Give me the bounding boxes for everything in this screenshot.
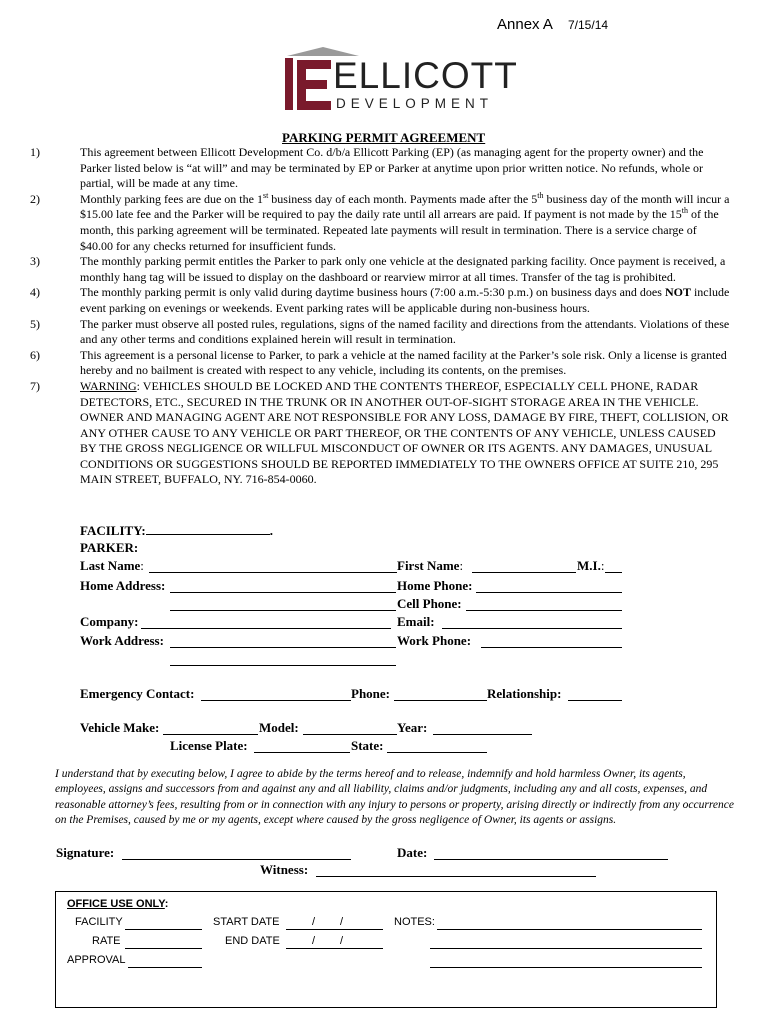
cell-phone-label: Cell Phone:	[397, 596, 462, 611]
term-number: 4)	[30, 285, 40, 300]
logo-company-name: ELLICOTT	[333, 55, 518, 96]
term-emphasis: NOT	[664, 285, 691, 300]
emergency-phone-label: Phone:	[351, 686, 390, 701]
last-name-field[interactable]	[149, 560, 397, 573]
release-disclaimer: I understand that by executing below, I agree to abide by the terms hereof and to release, indemnify and hold harmless Owner, its agents, employees, assigns and successors from and against any and all liability, claims and/or judgments, including any and all costs, expenses, and reasonable attorney’s fees, resulting from or in connection with any injury to persons or property, arising directly or indirectly from any occurrence on the Premises, caused by me or my agents, except where caused by the gross negligence of Owner, its agents or assigns.	[55, 768, 734, 827]
emergency-contact-field[interactable]	[201, 688, 351, 701]
notes-field-1[interactable]	[437, 918, 702, 930]
work-address-field[interactable]	[170, 635, 396, 648]
warning-label: WARNING	[80, 378, 137, 393]
term-5	[30, 317, 730, 348]
emergency-contact-label: Emergency Contact:	[80, 686, 195, 701]
mi-field[interactable]	[605, 560, 622, 573]
term-number: 5)	[30, 316, 40, 331]
date-field[interactable]	[434, 847, 668, 860]
start-date-field[interactable]	[286, 918, 383, 930]
last-name-label: Last Name:	[80, 558, 144, 573]
office-facility-label: FACILITY	[75, 916, 123, 928]
state-label: State:	[351, 738, 384, 753]
office-approval-label: APPROVAL	[67, 954, 126, 966]
notes-label: NOTES:	[394, 916, 435, 928]
office-approval-field[interactable]	[128, 956, 202, 968]
parker-heading: PARKER:	[80, 540, 139, 555]
model-field[interactable]	[303, 722, 397, 735]
ordinal-suffix: st	[262, 190, 269, 200]
term-4	[30, 285, 730, 316]
vehicle-make-field[interactable]	[163, 722, 258, 735]
end-date-label: END DATE	[225, 935, 280, 947]
company-label: Company:	[80, 614, 139, 629]
cell-phone-field[interactable]	[466, 598, 622, 611]
term-7	[30, 379, 730, 488]
home-address-label: Home Address:	[80, 578, 166, 593]
home-address-field-2[interactable]	[170, 598, 396, 611]
term-text: business day of each month. Payments made after the 5	[268, 191, 538, 206]
start-date-slash-1: /	[312, 916, 316, 928]
term-3	[30, 254, 730, 285]
end-date-field[interactable]	[286, 937, 383, 949]
start-date-slash-2: /	[340, 916, 344, 928]
office-rate-field[interactable]	[125, 937, 202, 949]
work-phone-label: Work Phone:	[397, 633, 472, 648]
ordinal-suffix: th	[681, 206, 689, 216]
term-number: 3)	[30, 254, 40, 269]
term-number: 1)	[30, 145, 40, 159]
page-title: PARKING PERMIT AGREEMENT	[282, 130, 486, 145]
vehicle-make-label: Vehicle Make:	[80, 720, 160, 735]
term-6	[30, 348, 730, 379]
facility-row	[80, 522, 273, 539]
home-phone-label: Home Phone:	[397, 578, 473, 593]
work-phone-field[interactable]	[481, 635, 622, 648]
first-name-label: First Name:	[397, 558, 464, 573]
term-text: : VEHICLES SHOULD BE LOCKED AND THE CONTENTS THEREOF, ESPECIALLY CELL PHONE, RADAR DETECTORS, ETC., SECURED IN THE TRUNK OR IN ANOTHER OUT-OF-SIGHT STORAGE AREA IN THE VEHICLE. OWNER AND MANAGING AGENT ARE NOT RESPONSIBLE FOR ANY LOSS, DAMAGE BY FIRE, THEFT, COLLISION, OR ANY OTHER CAUSE TO ANY VEHICLE OR PART THEREOF, OR THE CONTENTS OF ANY VEHICLE, UNLESS CAUSED BY THE GROSS NEGLIGENCE OR WILLFUL MISCONDUCT OF OWNER OR ITS AGENTS. ANY DAMAGES, UNUSUAL CONDITIONS OR SUGGESTIONS SHOULD BE REPORTED IMMEDIATELY TO THE OWNERS OFFICE AT SUITE 210, 295 MAIN STREET, BUFFALO, NY. 716-854-0060.	[80, 378, 729, 487]
term-text: of the month, this parking agreement will be terminated. Repeated late payments will result in termination. There is a service charge of $40.00 for any checks returned for insufficient funds.	[80, 207, 719, 253]
term-text: The monthly parking permit is only valid during daytime business hours (7:00 a.m.-5:30 p.m.) on business days and does	[80, 285, 665, 300]
witness-field[interactable]	[316, 864, 596, 877]
term-2	[30, 192, 730, 254]
license-plate-field[interactable]	[254, 740, 350, 753]
state-field[interactable]	[387, 740, 487, 753]
notes-field-2[interactable]	[430, 937, 702, 949]
terms-list	[30, 145, 730, 488]
annex-label: Annex A	[497, 16, 553, 33]
term-text: This agreement is a personal license to Parker, to park a vehicle at the named facility at the Parker’s sole risk. Only a license is granted hereby and no bailment is created with respect to any vehicle, including its contents, on the premises.	[80, 347, 727, 378]
office-use-title: OFFICE USE ONLY:	[67, 898, 169, 910]
license-plate-label: License Plate:	[170, 738, 248, 753]
term-number: 7)	[30, 378, 40, 393]
facility-label: FACILITY:	[80, 523, 146, 538]
witness-label: Witness:	[260, 862, 309, 877]
term-number: 2)	[30, 191, 40, 206]
term-1	[30, 145, 730, 192]
emergency-phone-field[interactable]	[394, 688, 487, 701]
document-date: 7/15/14	[568, 18, 609, 32]
relationship-label: Relationship:	[487, 686, 562, 701]
date-label: Date:	[397, 845, 428, 860]
term-text: include event parking on evenings or weekends. Event parking rates will be applicable during non-business hours.	[80, 285, 730, 315]
start-date-label: START DATE	[213, 916, 280, 928]
term-text: Monthly parking fees are due on the 1	[80, 191, 263, 206]
email-label: Email:	[397, 614, 435, 629]
end-date-slash-2: /	[340, 935, 344, 947]
logo-subtitle: DEVELOPMENT	[336, 96, 494, 111]
company-field[interactable]	[141, 616, 391, 629]
term-text: business day of the month will incur a $15.00 late fee and the Parker will be required to pay the daily rate until all arrears are paid. If payment is not made by the 15	[80, 191, 730, 222]
email-field[interactable]	[442, 616, 622, 629]
year-label: Year:	[397, 720, 428, 735]
term-number: 6)	[30, 347, 40, 362]
signature-field[interactable]	[122, 847, 351, 860]
notes-field-3[interactable]	[430, 956, 702, 968]
ordinal-suffix: th	[537, 190, 544, 200]
home-address-field[interactable]	[170, 580, 396, 593]
term-text: The monthly parking permit entitles the Parker to park only one vehicle at the designated parking facility. Once payment is received, a monthly hang tag will be issued to display on the dashboard or rearview mirror at all times. Transfer of the tag is prohibited.	[80, 254, 726, 284]
office-rate-label: RATE	[92, 935, 121, 947]
year-field[interactable]	[433, 722, 532, 735]
logo-bar-icon	[285, 58, 293, 110]
relationship-field[interactable]	[568, 688, 622, 701]
mi-label: M.I.:	[577, 558, 605, 573]
end-date-slash-1: /	[312, 935, 316, 947]
work-address-field-2[interactable]	[170, 653, 396, 666]
facility-field[interactable]	[146, 522, 270, 535]
work-address-label: Work Address:	[80, 633, 164, 648]
office-facility-field[interactable]	[125, 918, 202, 930]
model-label: Model:	[259, 720, 299, 735]
term-text: The parker must observe all posted rules, regulations, signs of the named facility and directions from the attendants. Violations of these and any other terms and conditions explained herein will result in termination.	[80, 316, 730, 347]
first-name-field[interactable]	[472, 560, 576, 573]
logo-e-icon	[297, 60, 331, 110]
home-phone-field[interactable]	[476, 580, 622, 593]
facility-period: .	[269, 523, 273, 538]
term-text: This agreement between Ellicott Development Co. d/b/a Ellicott Parking (EP) (as managing agent for the property owner) and the Parker listed below is “at will” and may be terminated by EP or Parker at anytime upon prior written notice. No refunds, whole or partial, will be made at any time.	[80, 145, 704, 191]
signature-label: Signature:	[56, 845, 115, 860]
